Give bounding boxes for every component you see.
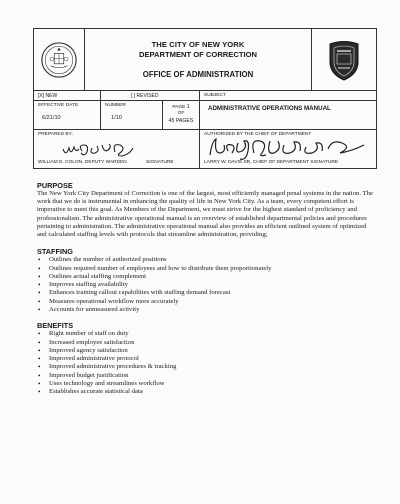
authorized-by-name: LARRY W. DAVIS SR, CHIEF OF DEPARTMENT SIGNATURE [204, 160, 338, 165]
list-item: • Improved budget justification [37, 372, 373, 380]
header-row [34, 29, 376, 91]
department-name: DEPARTMENT OF CORRECTION [139, 50, 257, 59]
number-cell [101, 101, 163, 129]
list-item: • Outlines the number of authorized positions [37, 256, 373, 264]
list-item: • Measures operational workflow more accurately [37, 298, 373, 306]
prepared-signature-icon [60, 139, 140, 161]
subject-value-cell [200, 101, 376, 129]
number-label: NUMBER [105, 103, 126, 108]
subject-value: ADMINISTRATIVE OPERATIONS MANUAL [208, 105, 331, 112]
signature-row [34, 130, 376, 168]
effective-date-label: EFFECTIVE DATE [38, 103, 79, 108]
office-name: OFFICE OF ADMINISTRATION [142, 70, 254, 79]
list-item: • Enhances training callout capabilities with staffing demand forecast [37, 289, 373, 297]
authorized-by-label: AUTHORIZED BY THE CHIEF OF DEPARTMENT [204, 131, 312, 137]
list-item: • Improved administrative protocol [37, 355, 373, 363]
prepared-by-name: WILLIAM D. COLON, DEPUTY WARDEN [38, 160, 127, 165]
document-body [37, 181, 373, 397]
list-item: • Accounts for unmeasured activity [37, 306, 373, 314]
purpose-paragraph: The New York City Department of Correction is one of the largest, most efficiently managed penal systems in the nation. The work that we do is instrumental in enhancing the quality of life in New York City. As a team, every competent effort is imperative to meet this goal. As Members of the Department, we must strive for the highest standard of proficiency and professionalism. The administrative operational manual is an overview of established departmental policies and procedures pertaining to administration. The administrative operational manual also provides an efficient outlined system of optimized and calculated staffing levels with protocols that streamline administration, providing; [37, 190, 373, 239]
department-of-correction-badge-icon [312, 29, 376, 90]
list-item: • Increased employee satisfaction [37, 339, 373, 347]
effective-date-value: 6/21/10 [42, 115, 61, 121]
section-spacer [37, 239, 373, 247]
prepared-by-cell [34, 130, 200, 168]
section-spacer [37, 314, 373, 321]
revised-checkbox-cell [101, 91, 200, 100]
list-item: • Outlines required number of employees and how to distribute them proportionately [37, 265, 373, 273]
list-item: • Outlines actual staffing complement [37, 273, 373, 281]
page-label: PAGE [172, 105, 186, 110]
staffing-heading: STAFFING [37, 247, 73, 257]
list-item: • Improved administrative procedures & tracking [37, 363, 373, 371]
header-title-block [85, 29, 312, 90]
of-label: OF [177, 111, 185, 116]
purpose-heading: PURPOSE [37, 181, 73, 190]
revised-checkbox: [ ] REVISED [131, 92, 159, 99]
nyc-city-seal-icon [34, 29, 85, 90]
date-number-row [34, 101, 376, 130]
list-item: • Establishes accurate statistical data [37, 388, 373, 396]
list-item: • Uses technology and streamlines workflow [37, 380, 373, 388]
badge-graphic [324, 38, 364, 82]
benefits-list [37, 330, 373, 396]
prepared-signature-label: SIGNATURE [146, 160, 174, 165]
list-item: • Right number of staff on duty [37, 330, 373, 338]
status-row [34, 91, 376, 101]
header-form [33, 28, 377, 169]
subject-label: SUBJECT [204, 93, 226, 98]
benefits-heading: BENEFITS [37, 321, 74, 331]
prepared-by-label: PREPARED BY: [38, 132, 73, 137]
list-item: • Improves staffing availability [37, 281, 373, 289]
pages-value: 45 PAGES [168, 118, 194, 124]
number-value: 1/10 [111, 115, 122, 121]
seal-graphic [40, 41, 78, 79]
staffing-list [37, 256, 373, 314]
authorized-by-cell [200, 130, 376, 168]
page-value: 1 [186, 104, 190, 110]
subject-label-cell [200, 91, 376, 100]
list-item: • Improved agency satisfaction [37, 347, 373, 355]
city-name: THE CITY OF NEW YORK [151, 40, 245, 49]
new-checkbox-cell [34, 91, 101, 100]
page-cell [163, 101, 200, 129]
effective-date-cell [34, 101, 101, 129]
new-checkbox: [X] NEW [38, 92, 58, 99]
